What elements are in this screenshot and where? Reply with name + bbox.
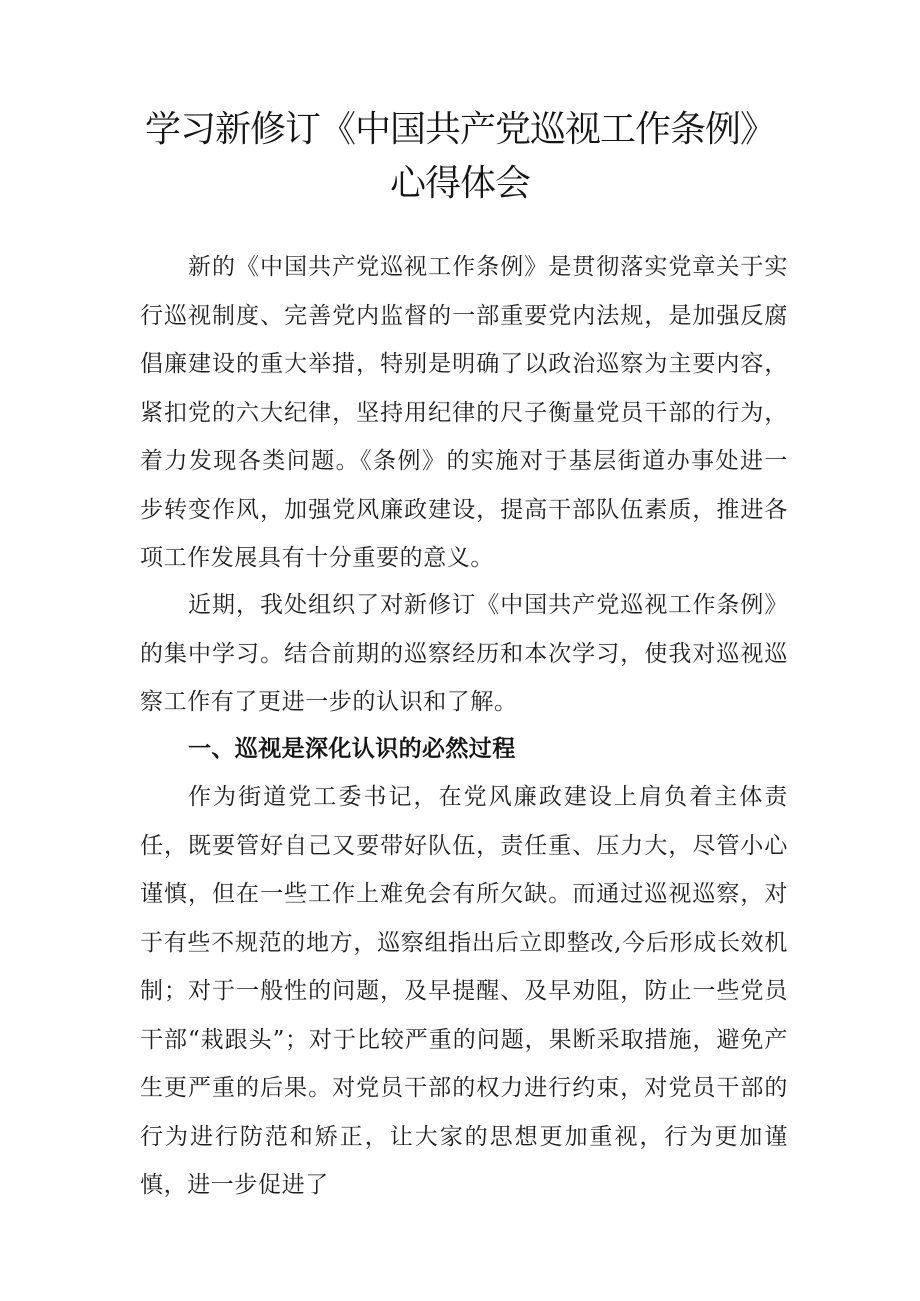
document-title-line-2: 心得体会 — [389, 163, 530, 204]
paragraph-section-1: 作为街道党工委书记，在党风廉政建设上肩负着主体责任，既要管好自己又要带好队伍，责任重、压力大，尽管小心谨慎，但在一些工作上难免会有所欠缺。而通过巡视巡察，对于有些不规范的地方，巡察组指出后立即整改,今后形成长效机制；对于一般性的问题，及早提醒、及早劝阻，防止一些党员干部“栽跟头”；对于比较严重的问题，果断采取措施，避免产生更严重的后果。对党员干部的权力进行约束，对党员干部的行为进行防范和矫正，让大家的思想更加重视，行为更加谨慎，进一步促进了 — [140, 784, 788, 1198]
paragraph-study: 近期，我处组织了对新修订《中国共产党巡视工作条例》的集中学习。结合前期的巡察经历和本次学习，使我对巡视巡察工作有了更进一步的认识和了解。 — [140, 592, 788, 715]
document-title-line-1: 学习新修订《中国共产党巡视工作条例》 — [144, 109, 775, 150]
section-heading-1: 一、巡视是深化认识的必然过程 — [188, 736, 516, 762]
paragraph-intro: 新的《中国共产党巡视工作条例》是贯彻落实党章关于实行巡视制度、完善党内监督的一部重要党内法规，是加强反腐倡廉建设的重大举措，特别是明确了以政治巡察为主要内容，紧扣党的六大纪律，坚持用纪律的尺子衡量党员干部的行为，着力发现各类问题。《条例》的实施对于基层街道办事处进一步转变作风，加强党风廉政建设，提高干部队伍素质，推进各项工作发展具有十分重要的意义。 — [140, 254, 788, 571]
